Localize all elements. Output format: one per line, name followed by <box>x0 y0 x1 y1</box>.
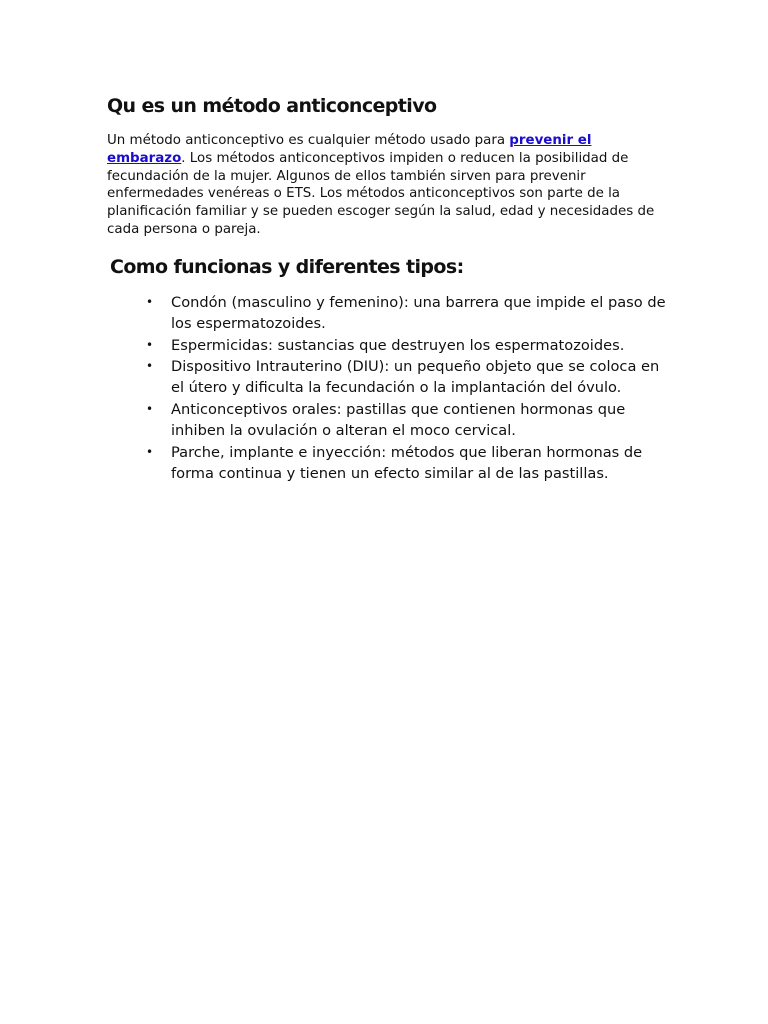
prevent-pregnancy-link[interactable]: prevenir el embarazo <box>107 133 592 166</box>
section-heading: Como funcionas y diferentes tipos: <box>110 255 464 278</box>
page-title: Qu es un método anticonceptivo <box>107 95 437 117</box>
list-item-text: Dispositivo Intrauterino (DIU): un pequeño objeto que se coloca en el útero y dificulta la fecundación o la implantación del óvulo. <box>171 358 660 397</box>
list-item-text: Parche, implante e inyección: métodos que liberan hormonas de forma continua y tienen un efecto similar al de las pastillas. <box>171 443 643 483</box>
contraceptive-types-list <box>107 292 667 485</box>
bullet-icon: • <box>146 359 154 373</box>
list-item <box>107 399 667 442</box>
bullet-icon: • <box>146 401 154 416</box>
document-content <box>107 93 667 484</box>
intro-paragraph <box>107 132 667 239</box>
list-item <box>107 356 667 399</box>
intro-text-after-link: . Los métodos anticonceptivos impiden o reducen la posibilidad de fecundación de la mujer. Algunos de ellos también sirven para prevenir enfermedades venéreas o ETS. Los métodos anticonceptivos son parte de la planificación familiar y se pueden escoger según la salud, edad y necesidades de cada persona o pareja. <box>107 150 655 237</box>
bullet-icon: • <box>146 444 154 459</box>
list-item-text: Espermicidas: sustancias que destruyen los espermatozoides. <box>171 336 625 354</box>
bullet-icon: • <box>146 337 154 352</box>
bullet-icon: • <box>146 294 154 309</box>
list-item <box>107 292 667 335</box>
list-item <box>107 442 667 485</box>
list-item-text: Anticonceptivos orales: pastillas que contienen hormonas que inhiben la ovulación o alteran el moco cervical. <box>171 400 626 440</box>
intro-text-before-link: Un método anticonceptivo es cualquier método usado para <box>107 133 510 148</box>
list-item-text: Condón (masculino y femenino): una barrera que impide el paso de los espermatozoides. <box>171 293 666 333</box>
list-item <box>107 335 667 356</box>
